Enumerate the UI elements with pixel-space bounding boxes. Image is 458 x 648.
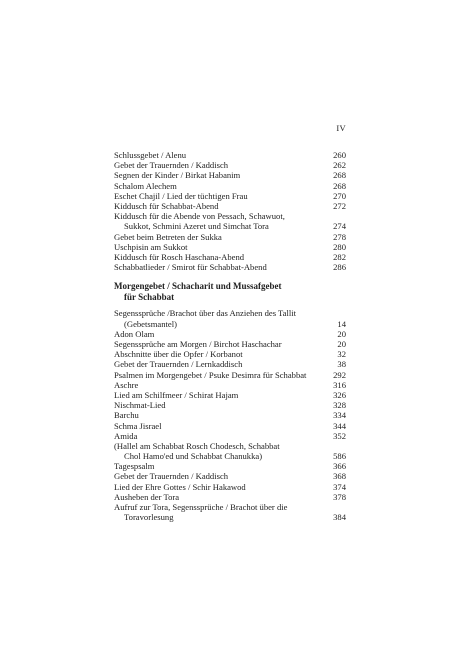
- toc-entry: [114, 160, 346, 170]
- toc-entry-title: Schalom Alechem: [114, 180, 177, 191]
- toc-entry: [114, 329, 346, 339]
- toc-entry: [114, 201, 346, 211]
- toc-entry-title-continuation: Chol Hamo'ed und Schabbat Chanukka): [124, 451, 263, 462]
- section-heading-line2: für Schabbat: [124, 291, 175, 302]
- toc-entry-title-continuation: (Gebetsmantel): [124, 318, 177, 329]
- toc-entry-page: 586: [333, 451, 346, 462]
- toc-entry-title: Segenssprüche /Brachot über das Anziehen des Tallit: [114, 308, 297, 319]
- toc-entry-title: Lied am Schilfmeer / Schirat Hajam: [114, 389, 239, 400]
- toc-entry-page: 280: [333, 241, 346, 252]
- toc-entry: [114, 150, 346, 160]
- toc-entry-page: 334: [333, 410, 346, 421]
- section-heading: [114, 281, 346, 302]
- toc-entry-title: Amida: [114, 430, 138, 441]
- toc-entry-title: Kiddusch für die Abende von Pessach, Schawuot,: [114, 211, 285, 222]
- toc-entry-title: Gebet der Trauernden / Kaddisch: [114, 471, 229, 482]
- toc-entry-title: Psalmen im Morgengebet / Psuke Desimra für Schabbat: [114, 369, 307, 380]
- toc-entry-page: 374: [333, 481, 346, 492]
- toc-entry-page: 20: [337, 328, 346, 339]
- toc-entry-page: 316: [333, 379, 346, 390]
- toc-entry-page: 38: [337, 359, 346, 370]
- toc-entry-page: 366: [333, 461, 346, 472]
- toc-entry-page: 14: [337, 318, 346, 329]
- toc-entry: [114, 339, 346, 349]
- toc-entry: [114, 492, 346, 502]
- toc-entry-title: Barchu: [114, 410, 139, 421]
- toc-entry-page: 328: [333, 400, 346, 411]
- toc-entry-title: Segnen der Kinder / Birkat Habanim: [114, 170, 241, 181]
- toc-entry: [114, 502, 346, 522]
- toc-entry-page: 282: [333, 251, 346, 262]
- toc-entry: [114, 461, 346, 471]
- toc-entry-page: 272: [333, 200, 346, 211]
- toc-entry-title: Aschre: [114, 379, 139, 390]
- toc-entry: [114, 441, 346, 461]
- toc-entry-title: Adon Olam: [114, 328, 155, 339]
- toc-entry-page: 292: [333, 369, 346, 380]
- toc-entry-title-continuation: Toravorlesung: [124, 512, 174, 523]
- toc-entry: [114, 308, 346, 328]
- toc-entry: [114, 380, 346, 390]
- toc-entry-title: Nischmat-Lied: [114, 400, 166, 411]
- toc-entry-page: 268: [333, 180, 346, 191]
- toc-entry-title: (Hallel am Schabbat Rosch Chodesch, Schabbat: [114, 440, 280, 451]
- toc-entry-page: 326: [333, 389, 346, 400]
- toc-entry-title: Tagespsalm: [114, 461, 155, 472]
- toc-entry-page: 20: [337, 339, 346, 350]
- toc-entry-title: Uschpisin am Sukkot: [114, 241, 188, 252]
- toc-entry-page: 352: [333, 430, 346, 441]
- toc-entry: [114, 170, 346, 180]
- toc-entry: [114, 400, 346, 410]
- toc-entry: [114, 431, 346, 441]
- toc-entry-title: Schabbatlieder / Smirot für Schabbat-Abend: [114, 262, 267, 273]
- toc-entry-page: 384: [333, 512, 346, 523]
- toc-entry: [114, 252, 346, 262]
- toc-entry-page: 262: [333, 160, 346, 171]
- toc-group-evening: [114, 150, 346, 272]
- toc-entry: [114, 370, 346, 380]
- toc-group-morning: [114, 308, 346, 522]
- toc-entry-title: Gebet der Trauernden / Lernkaddisch: [114, 359, 243, 370]
- toc-entry: [114, 390, 346, 400]
- toc-entry-title-continuation: Sukkot, Schmini Azeret und Simchat Tora: [124, 221, 269, 232]
- toc-entry-page: 268: [333, 170, 346, 181]
- toc-entry-page: 278: [333, 231, 346, 242]
- toc-entry-title: Kiddusch für Rosch Haschana-Abend: [114, 251, 245, 262]
- toc-entry-page: 260: [333, 149, 346, 160]
- toc-entry: [114, 421, 346, 431]
- toc-entry-title: Schma Jisrael: [114, 420, 162, 431]
- toc-entry-title: Lied der Ehre Gottes / Schir Hakawod: [114, 481, 246, 492]
- toc-entry: [114, 191, 346, 201]
- toc-entry: [114, 232, 346, 242]
- toc-entry: [114, 410, 346, 420]
- toc-entry-page: 378: [333, 491, 346, 502]
- toc-entry-page: 270: [333, 190, 346, 201]
- toc-entry-page: 274: [333, 221, 346, 232]
- toc-entry-title: Ausheben der Tora: [114, 491, 180, 502]
- toc-entry-page: 286: [333, 262, 346, 273]
- toc-entry-title: Abschnitte über die Opfer / Korbanot: [114, 349, 243, 360]
- toc-entry: [114, 471, 346, 481]
- toc-entry: [114, 482, 346, 492]
- toc-entry: [114, 242, 346, 252]
- table-of-contents: [114, 150, 346, 522]
- toc-entry: [114, 262, 346, 272]
- toc-entry-page: 344: [333, 420, 346, 431]
- toc-entry-title: Gebet beim Betreten der Sukka: [114, 231, 222, 242]
- page-number: IV: [336, 123, 346, 133]
- toc-entry-title: Eschet Chajil / Lied der tüchtigen Frau: [114, 190, 248, 201]
- toc-entry-title: Segenssprüche am Morgen / Birchot Haschachar: [114, 339, 282, 350]
- toc-entry: [114, 211, 346, 231]
- toc-entry-title: Gebet der Trauernden / Kaddisch: [114, 160, 229, 171]
- toc-entry-page: 368: [333, 471, 346, 482]
- toc-entry: [114, 181, 346, 191]
- toc-entry-title: Aufruf zur Tora, Segenssprüche / Brachot über die: [114, 502, 288, 513]
- section-heading-line1: Morgengebet / Schacharit und Mussafgebet: [114, 281, 282, 292]
- toc-entry: [114, 349, 346, 359]
- toc-entry-title: Schlussgebet / Alenu: [114, 150, 187, 160]
- toc-entry-title: Kiddusch für Schabbat-Abend: [114, 200, 219, 211]
- toc-entry: [114, 359, 346, 369]
- toc-entry-page: 32: [337, 349, 346, 360]
